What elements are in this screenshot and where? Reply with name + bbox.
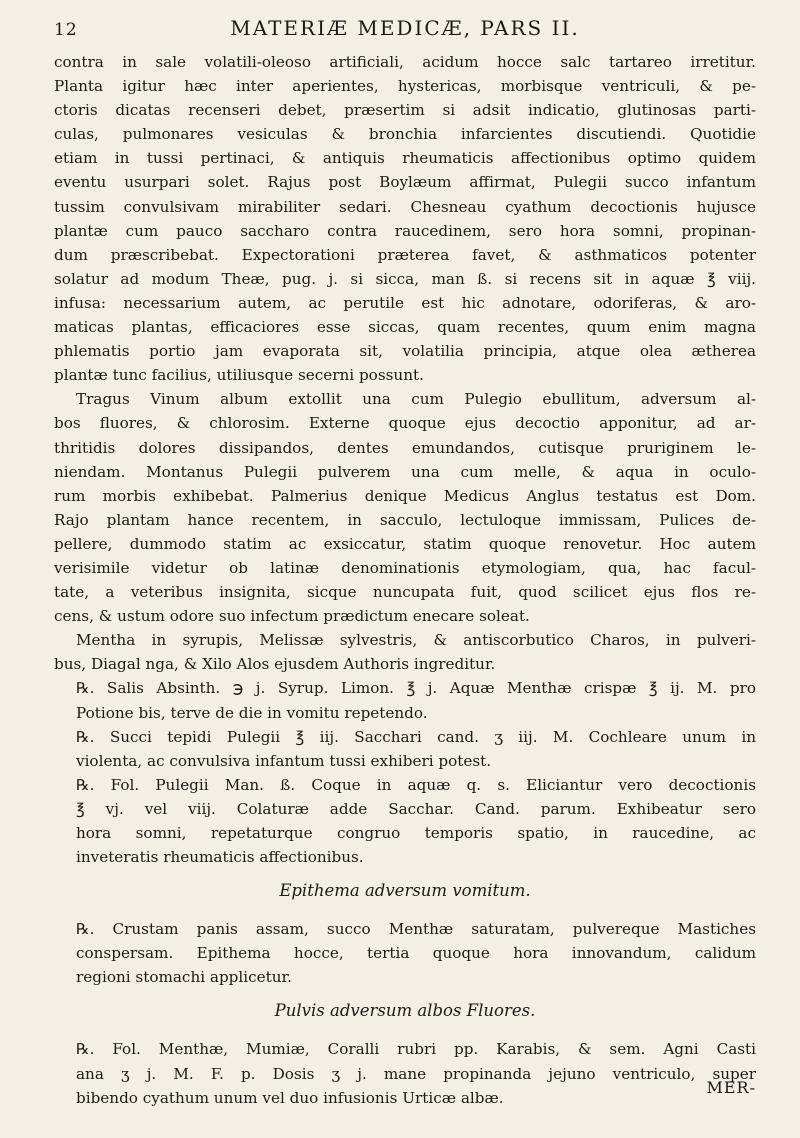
running-header [54, 16, 756, 50]
text-line: rum morbis exhibebat. Palmerius denique Medicus Anglus testatus est Dom. [54, 486, 756, 505]
text-line: regioni stomachi applicetur. [76, 968, 292, 987]
text-line: solatur ad modum Theæ, pug. j. si sicca, man ß. si recens sit in aquæ ℥ viij. [54, 269, 756, 288]
text-line: bus, Diagal nga, & Xilo Alos ejusdem Authoris ingreditur. [54, 655, 496, 674]
text-line: plantæ cum pauco saccharo contra raucedinem, sero hora somni, propinan- [54, 221, 756, 240]
text-line: conspersam. Epithema hocce, tertia quoque hora innovandum, calidum [76, 944, 756, 963]
text-line: phlematis portio jam evaporata sit, volatilia principia, atque olea ætherea [54, 342, 756, 361]
text-line: maticas plantas, efficaciores esse siccas, quam recentes, quum enim magna [54, 318, 756, 337]
text-line: plantæ tunc facilius, utiliusque secerni possunt. [54, 366, 424, 385]
text-line: pellere, dummodo statim ac exsiccatur, statim quoque renovetur. Hoc autem [54, 534, 756, 553]
text-line: ℞. Salis Absinth. ℈ j. Syrup. Limon. ℥ j. Aquæ Menthæ crispæ ℥ ij. M. pro [76, 679, 756, 698]
text-line: eventu usurpari solet. Rajus post Boylæum affirmat, Pulegii succo infantum [54, 173, 756, 192]
recipe-4 [54, 917, 756, 989]
section-heading-fluores: Pulvis adversum albos Fluores. [274, 1001, 536, 1021]
text-line: Potione bis, terve de die in vomitu repetendo. [76, 703, 428, 722]
text-line: violenta, ac convulsiva infantum tussi exhiberi potest. [76, 751, 492, 770]
text-line: ℞. Crustam panis assam, succo Menthæ saturatam, pulvereque Mastiches [76, 920, 756, 939]
text-line: verisimile videtur ob latinæ denominationis etymologiam, qua, hac facul- [54, 558, 756, 577]
text-line: niendam. Montanus Pulegii pulverem una cum melle, & aqua in oculo- [54, 462, 756, 481]
running-title: MATERIÆ MEDICÆ, PARS II. [230, 16, 580, 40]
text-line: Mentha in syrupis, Melissæ sylvestris, & antiscorbutico Charos, in pulveri- [76, 631, 756, 650]
text-line: etiam in tussi pertinaci, & antiquis rheumaticis affectionibus optimo quidem [54, 149, 756, 168]
text-line: ctoris dicatas recenseri debet, præsertim si adsit indicatio, glutinosas parti- [54, 101, 756, 120]
text-line: bos fluores, & chlorosim. Externe quoque ejus decoctio apponitur, ad ar- [54, 414, 756, 433]
text-line: Rajo plantam hance recentem, in sacculo, lectuloque immissam, Pulices de- [54, 510, 756, 529]
text-line: ℥ vj. vel viij. Colaturæ adde Sacchar. Cand. parum. Exhibeatur sero [76, 799, 756, 818]
paragraph-2 [54, 387, 756, 628]
text-line: bibendo cyathum unum vel duo infusionis Urticæ albæ. [76, 1088, 504, 1107]
text-line: tussim convulsivam mirabiliter sedari. Chesneau cyathum decoctionis hujusce [54, 197, 756, 216]
text-line: Planta igitur hæc inter aperientes, hystericas, morbisque ventriculi, & pe- [54, 77, 756, 96]
paragraph-1 [54, 50, 756, 387]
page-number: 12 [54, 20, 78, 40]
text-line: ana ʒ j. M. F. p. Dosis ʒ j. mane propinanda jejuno ventriculo, super [76, 1064, 756, 1083]
recipe-2 [54, 725, 756, 773]
text-line: inveteratis rheumaticis affectionibus. [76, 848, 364, 867]
catchword: MER- [706, 1078, 756, 1097]
text-line: thritidis dolores dissipandos, dentes emundandos, cutisque pruriginem le- [54, 438, 756, 457]
text-line: tate, a veteribus insignita, sicque nuncupata fuit, quod scilicet ejus flos re- [54, 583, 756, 602]
text-line: contra in sale volatili-oleoso artificiali, acidum hocce salc tartareo irretitur. [54, 53, 756, 71]
text-line: Tragus Vinum album extollit una cum Pulegio ebullitum, adversum al- [76, 390, 756, 409]
text-line: ℞. Succi tepidi Pulegii ℥ iij. Sacchari cand. ʒ iij. M. Cochleare unum in [76, 727, 756, 746]
text-line: culas, pulmonares vesiculas & bronchia infarcientes discutiendi. Quotidie [54, 125, 756, 144]
body-text [54, 50, 756, 1110]
paragraph-3 [54, 628, 756, 676]
text-line: cens, & ustum odore suo infectum prædictum enecare soleat. [54, 607, 530, 626]
recipe-3 [54, 773, 756, 869]
text-line: ℞. Fol. Pulegii Man. ß. Coque in aquæ q. s. Eliciantur vero decoctionis [76, 775, 756, 794]
text-line: dum præscribebat. Expectorationi præterea favet, & asthmaticos potenter [54, 245, 756, 264]
text-line: hora somni, repetaturque congruo temporis spatio, in raucedine, ac [76, 824, 756, 842]
section-heading-vomitum: Epithema adversum vomitum. [279, 881, 531, 901]
recipe-5 [54, 1037, 756, 1109]
text-line: infusa: necessarium autem, ac perutile est hic adnotare, odoriferas, & aro- [54, 293, 756, 312]
text-line: ℞. Fol. Menthæ, Mumiæ, Coralli rubri pp. Karabis, & sem. Agni Casti [76, 1040, 756, 1059]
recipe-1 [54, 676, 756, 724]
